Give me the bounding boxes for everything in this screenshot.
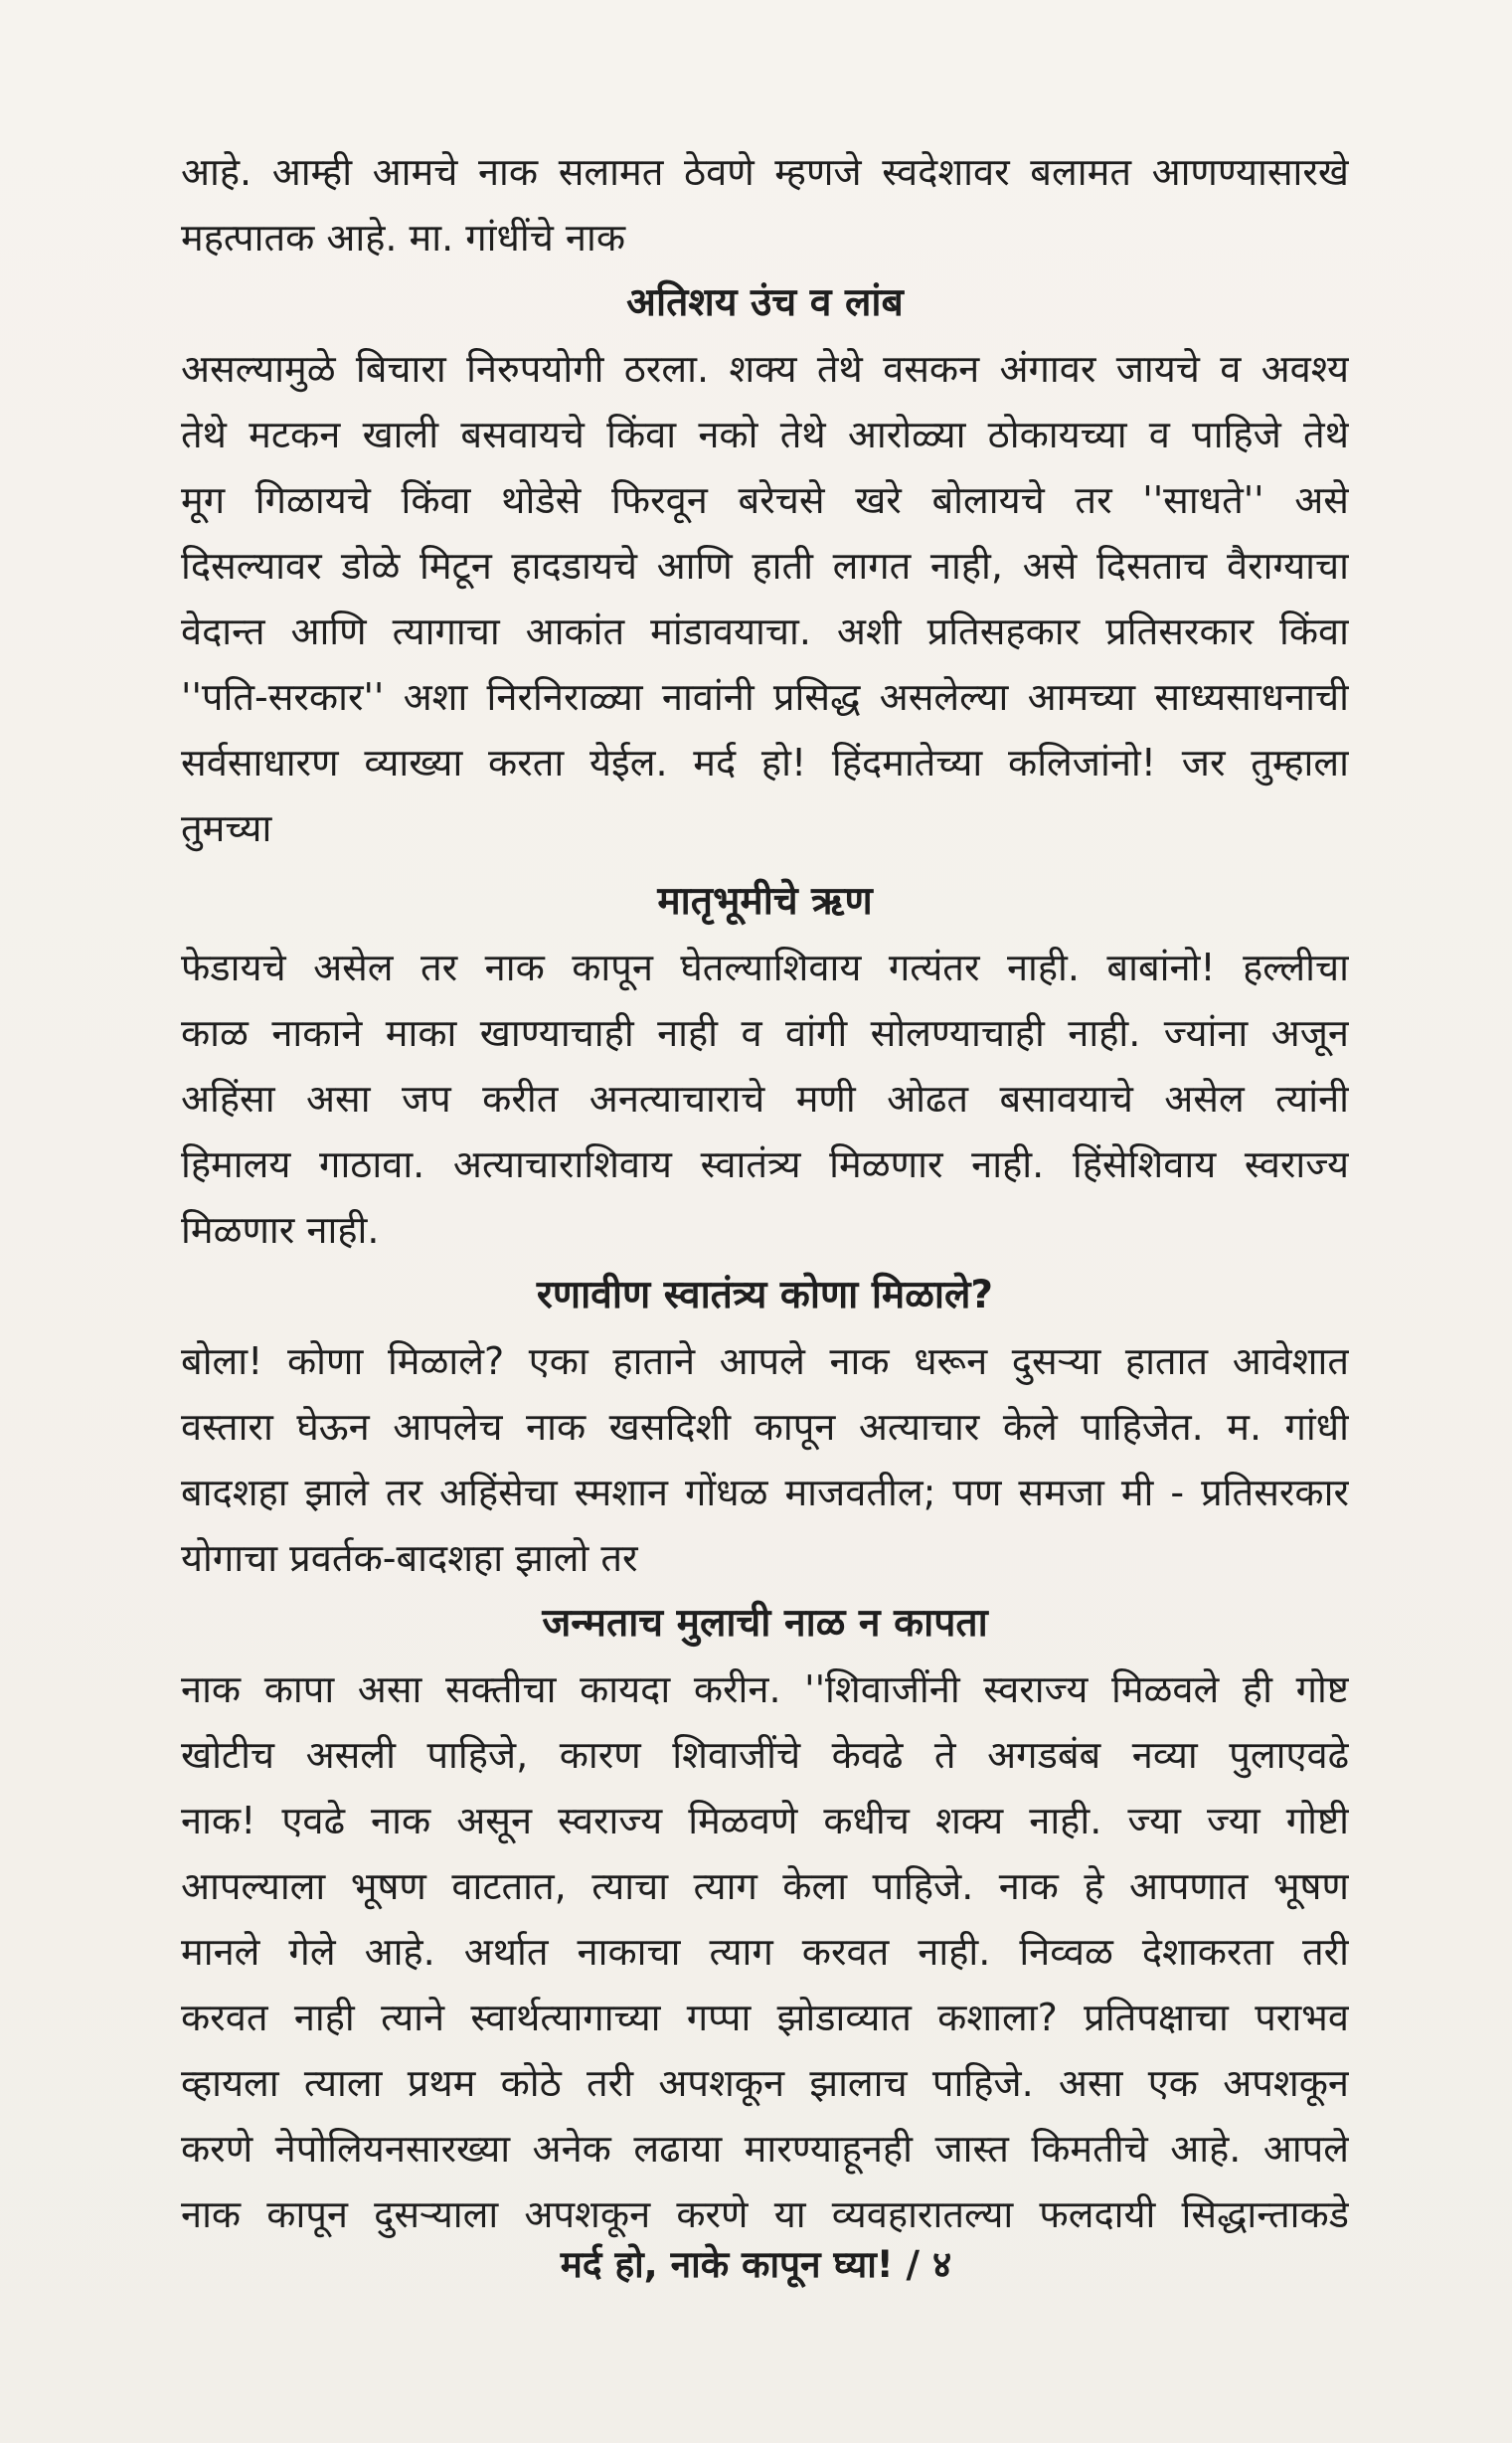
paragraph-2 xyxy=(181,336,1349,861)
text-line: दिसल्यावर डोळे मिटून हादडायचे आणि हाती लागत नाही, असे दिसताच वैराग्याचा xyxy=(181,544,1349,588)
text-line: करणे नेपोलियनसारख्या अनेक लढाया मारण्याहूनही जास्त किमतीचे आहे. आपले xyxy=(181,2127,1349,2171)
paragraph-3 xyxy=(181,935,1349,1263)
text-line: मिळणार नाही. xyxy=(181,1208,380,1252)
page-footer: मर्द हो, नाके कापून घ्या! / ४ xyxy=(560,2243,952,2286)
text-line: अहिंसा असा जप करीत अनत्याचाराचे मणी ओढत बसावयाचे असेल त्यांनी xyxy=(181,1077,1349,1121)
text-line: फेडायचे असेल तर नाक कापून घेतल्याशिवाय गत्यंतर नाही. बाबांनो! हल्लीचा xyxy=(181,946,1349,989)
text-line: नाक! एवढे नाक असून स्वराज्य मिळवणे कधीच शक्य नाही. ज्या ज्या गोष्टी xyxy=(181,1799,1349,1842)
text-line: बोला! कोणा मिळाले? एका हाताने आपले नाक धरून दुसऱ्या हातात आवेशात xyxy=(181,1339,1349,1383)
text-line: तुमच्या xyxy=(181,806,272,850)
paragraph-4 xyxy=(181,1328,1349,1591)
text-line: करवत नाही त्याने स्वार्थत्यागाच्या गप्पा झोडाव्यात कशाला? प्रतिपक्षाचा पराभव xyxy=(181,1996,1349,2039)
text-line: वेदान्त आणि त्यागाचा आकांत मांडावयाचा. अशी प्रतिसहकार प्रतिसरकार किंवा xyxy=(181,610,1349,653)
text-line: नाक कापा असा सक्तीचा कायदा करीन. ''शिवाजींनी स्वराज्य मिळवले ही गोष्ट xyxy=(181,1667,1349,1711)
paragraph-5 xyxy=(181,1657,1349,2247)
text-line: तेथे मटकन खाली बसवायचे किंवा नको तेथे आरोळ्या ठोकायच्या व पाहिजे तेथे xyxy=(181,413,1349,456)
text-line: व्हायला त्याला प्रथम कोठे तरी अपशकून झालाच पाहिजे. असा एक अपशकून xyxy=(181,2061,1349,2105)
paragraph-1 xyxy=(181,139,1349,270)
text-line: आहे. आम्ही आमचे नाक सलामत ठेवणे म्हणजे स्वदेशावर बलामत आणण्यासारखे xyxy=(181,150,1349,194)
text-line: खोटीच असली पाहिजे, कारण शिवाजींचे केवढे ते अगडबंब नव्या पुलाएवढे xyxy=(181,1733,1349,1777)
text-line: सर्वसाधारण व्याख्या करता येईल. मर्द हो! हिंदमातेच्या कलिजांनो! जर तुम्हाला xyxy=(181,741,1349,785)
page-body xyxy=(181,139,1349,2247)
text-line: आपल्याला भूषण वाटतात, त्याचा त्याग केला पाहिजे. नाक हे आपणात भूषण xyxy=(181,1864,1349,1908)
text-line: मूग गिळायचे किंवा थोडेसे फिरवून बरेचसे खरे बोलायचे तर ''साधते'' असे xyxy=(181,478,1349,522)
text-line: ''पति-सरकार'' अशा निरनिराळ्या नावांनी प्रसिद्ध असलेल्या आमच्या साध्यसाधनाची xyxy=(181,675,1349,719)
text-line: बादशहा झाले तर अहिंसेचा स्मशान गोंधळ माजवतील; पण समजा मी - प्रतिसरकार xyxy=(181,1471,1349,1514)
text-line: महत्पातक आहे. मा. गांधींचे नाक xyxy=(181,216,626,260)
section-heading-2: मातृभूमीचे ऋण xyxy=(657,879,873,924)
text-line: असल्यामुळे बिचारा निरुपयोगी ठरला. शक्य तेथे वसकन अंगावर जायचे व अवश्य xyxy=(181,347,1349,391)
section-heading-1: अतिशय उंच व लांब xyxy=(626,280,904,325)
text-line: वस्तारा घेऊन आपलेच नाक खसदिशी कापून अत्याचार केले पाहिजेत. म. गांधी xyxy=(181,1405,1349,1449)
section-heading-4: जन्मताच मुलाची नाळ न कापता xyxy=(542,1601,988,1646)
section-heading-3: रणावीण स्वातंत्र्य कोणा मिळाले? xyxy=(536,1273,994,1317)
text-line: योगाचा प्रवर्तक-बादशहा झालो तर xyxy=(181,1536,638,1580)
text-line: नाक कापून दुसऱ्याला अपशकून करणे या व्यवहारातल्या फलदायी सिद्धान्ताकडे xyxy=(181,2192,1349,2236)
text-line: हिमालय गाठावा. अत्याचाराशिवाय स्वातंत्र्य मिळणार नाही. हिंसेशिवाय स्वराज्य xyxy=(181,1142,1349,1186)
text-line: मानले गेले आहे. अर्थात नाकाचा त्याग करवत नाही. निव्वळ देशाकरता तरी xyxy=(181,1930,1349,1974)
text-line: काळ नाकाने माका खाण्याचाही नाही व वांगी सोलण्याचाही नाही. ज्यांना अजून xyxy=(181,1011,1349,1055)
